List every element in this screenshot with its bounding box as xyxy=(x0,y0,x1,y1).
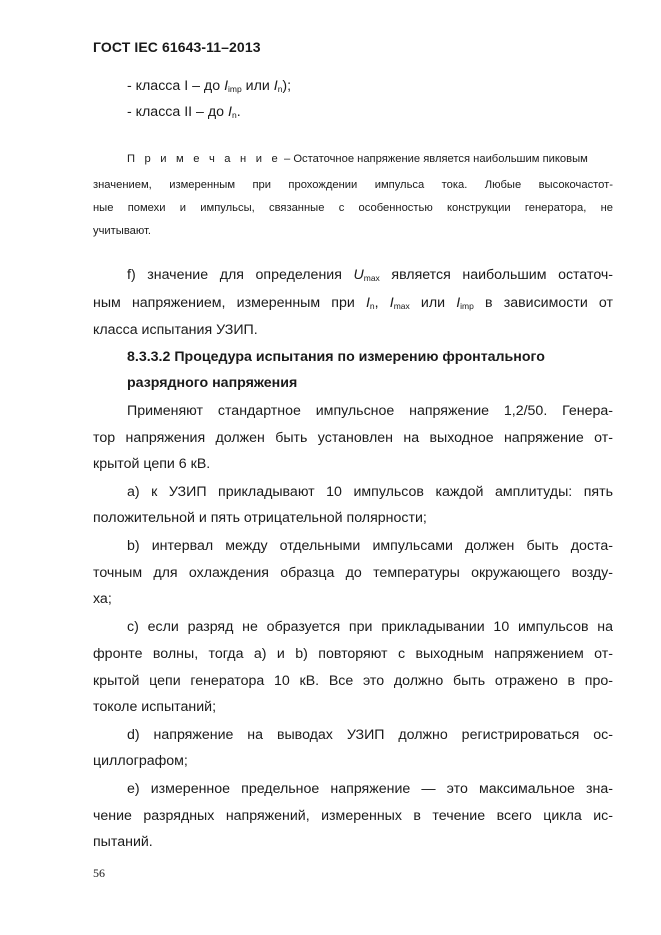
body-line: а) к УЗИП прикладывают 10 импульсов каждой амплитуды: пять xyxy=(127,484,613,500)
item-f-line: класса испытания УЗИП. xyxy=(93,322,258,338)
note-line: ные помехи и импульсы, связанные с особенностью конструкции генератора, не xyxy=(93,202,613,214)
body-line: b) интервал между отдельными импульсами должен быть доста- xyxy=(127,538,613,554)
class-ii-line: - класса II – до $I_n$. xyxy=(127,104,241,120)
section-heading: 8.3.3.2 Процедура испытания по измерению фронтального xyxy=(127,349,545,365)
item-f-line: f) значение для определения $U_{max}$ является наибольшим остаточ- xyxy=(127,267,614,283)
body-line: е) измеренное предельное напряжение — это максимальное зна- xyxy=(127,781,613,797)
body-line: токоле испытаний; xyxy=(93,699,217,715)
body-line: пытаний. xyxy=(93,834,153,850)
body-line: точным для охлаждения образца до температуры окружающего возду- xyxy=(93,565,613,581)
class-i-line: - класса I – до $I_{imp}$ или $I_n$); xyxy=(127,78,292,94)
note-label: П р и м е ч а н и е xyxy=(127,153,281,165)
body-line: Применяют стандартное импульсное напряжение 1,2/50. Генера- xyxy=(127,403,613,419)
note-line: П р и м е ч а н и е – Остаточное напряжение является наибольшим пиковым xyxy=(127,153,588,165)
item-f-line: ным напряжением, измеренным при $I_n$, $I_{max}$ или $I_{imp}$ в зависимости от xyxy=(93,295,614,311)
body-line: циллографом; xyxy=(93,753,188,769)
body-line: крытой цепи генератора 10 кВ. Все это должно быть отражено в про- xyxy=(93,673,613,689)
body-line: положительной и пять отрицательной полярности; xyxy=(93,510,427,526)
document-header: ГОСТ IEC 61643-11–2013 xyxy=(93,39,261,55)
page-number: 56 xyxy=(93,866,105,880)
note-line: учитывают. xyxy=(93,225,152,237)
body-line: фронте волны, тогда a) и b) повторяют с выходным напряжением от- xyxy=(93,646,613,662)
section-heading: разрядного напряжения xyxy=(127,375,298,391)
body-line: тор напряжения должен быть установлен на выходное напряжение от- xyxy=(93,430,613,446)
body-line: крытой цепи 6 кВ. xyxy=(93,456,211,472)
note-line: значением, измеренным при прохождении импульса тока. Любые высокочастот- xyxy=(93,179,613,191)
body-line: ха; xyxy=(93,591,112,607)
body-line: d) напряжение на выводах УЗИП должно регистрироваться ос- xyxy=(127,727,613,743)
body-line: чение разрядных напряжений, измеренных в течение всего цикла ис- xyxy=(93,808,613,824)
body-line: с) если разряд не образуется при прикладывании 10 импульсов на xyxy=(127,619,613,635)
